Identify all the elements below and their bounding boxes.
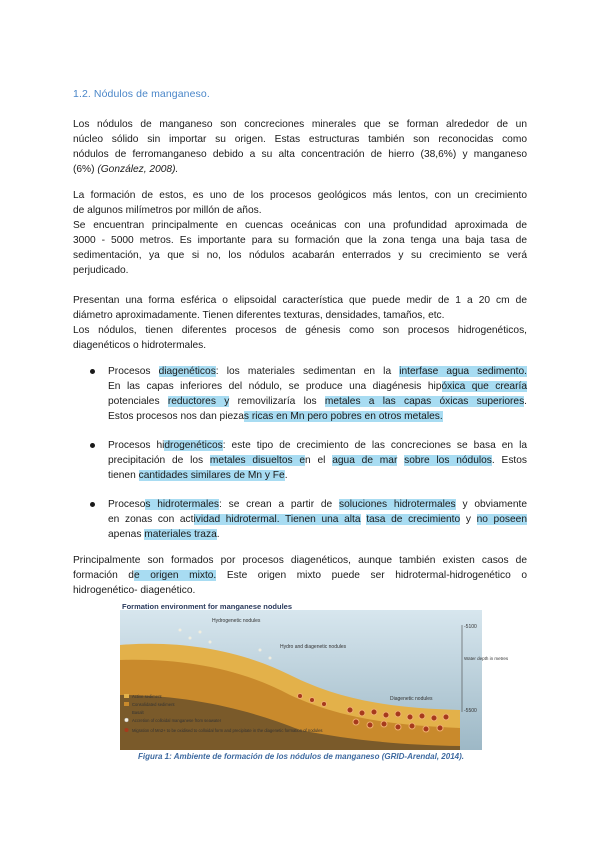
text-line: sedimentación, ya que si no, los nódulos acabarán enterrados y su crecimiento se verá	[73, 250, 527, 261]
bullet-icon	[90, 443, 95, 448]
list-item-hydrothermal	[90, 497, 527, 542]
bullet-icon	[90, 369, 95, 374]
depth-bottom-label: -5500	[464, 708, 477, 714]
legend-item: Migration of Mn2+ to be oxidised to colloidal form and precipitate in the diagenetic formation of nodules	[132, 728, 323, 733]
text-line: Se encuentran principalmente en cuencas oceánicas con una profundidad aproximada de	[73, 220, 527, 231]
text-line: diagenéticos o hidrotermales.	[73, 340, 207, 351]
section-heading: 1.2. Nódulos de manganeso.	[73, 88, 210, 100]
text-line: apenas materiales traza.	[108, 529, 220, 540]
text-line: formación de origen mixto. Este origen mixto puede ser hidrotermal-hidrogenético o	[73, 570, 527, 581]
text-line: 3000 - 5000 metros. Es importante para su formación que la zona tenga una baja tasa de	[73, 235, 527, 246]
text-line: Los nódulos de manganeso son concreciones minerales que se forman alrededor de un	[73, 119, 527, 130]
text-line: nódulos de ferromanganeso debido a su alta concentración de hierro (38,6%) y manganeso	[73, 149, 527, 160]
citation: (González, 2008).	[97, 164, 179, 175]
legend-item: Active sediment	[132, 694, 162, 699]
text-line: perjudicado.	[73, 265, 129, 276]
figure-title: Formation environment for manganese nodules	[122, 602, 293, 611]
list-item-hydrogenetic	[90, 438, 527, 483]
paragraph-origin	[73, 553, 527, 598]
text-line: hidrogenético- diagenético.	[73, 585, 196, 596]
legend-item: Basalt	[132, 710, 144, 715]
legend-swatch-accretion	[125, 718, 129, 722]
legend-item: Consolidated sediment	[132, 702, 175, 707]
paragraph-shape	[73, 293, 527, 353]
legend-swatch-consolidated	[124, 702, 129, 706]
text-line: Los nódulos, tienen diferentes procesos de génesis como son procesos hidrogenéticos,	[73, 325, 527, 336]
text-line	[73, 162, 527, 177]
text-line: diámetro aproximadamente. Tienen diferentes texturas, densidades, tamaños, etc.	[73, 310, 445, 321]
label-hydrogenetic: Hydrogenetic nodules	[212, 618, 261, 624]
legend-swatch-active	[124, 694, 129, 698]
text-line: Procesos diagenéticos: los materiales sedimentan en la interfase agua sedimento.	[108, 366, 528, 377]
text-line: precipitación de los metales disueltos en el agua de mar sobre los nódulos. Estos	[108, 455, 528, 466]
bullet-icon	[90, 502, 95, 507]
text-line: Procesos hidrogenéticos: este tipo de crecimiento de las concreciones se basa en la	[108, 440, 527, 451]
depth-axis-label: Water depth in metres	[464, 656, 509, 661]
paragraph-definition	[73, 117, 527, 177]
figure-caption: Figura 1: Ambiente de formación de los nódulos de manganeso (GRID-Arendal, 2014).	[138, 752, 464, 761]
text-line: Procesos hidrotermales: se crean a partir de soluciones hidrotermales y obviamente	[108, 499, 527, 510]
text-line: núcleo sólido sin importar su origen. Estas estructuras también son reconocidas como	[73, 134, 527, 145]
figure-nodule-formation	[120, 600, 509, 750]
process-list	[90, 364, 527, 556]
text-line: tienen cantidades similares de Mn y Fe.	[108, 470, 288, 481]
depth-top-label: -5100	[464, 624, 477, 630]
text-line: En las capas inferiores del nódulo, se produce una diagénesis hipóxica que crearía	[108, 381, 527, 392]
text-line: potenciales reductores y removilizaría los metales a las capas óxicas superiores.	[108, 396, 528, 407]
list-item-diagenetic	[90, 364, 527, 424]
legend-swatch-migration	[125, 728, 129, 732]
label-diagenetic: Diagenetic nodules	[390, 696, 433, 702]
text-line: La formación de estos, es uno de los procesos geológicos más lentos, con un crecimiento	[73, 190, 527, 201]
legend-item: Accretion of colloidal manganese from seawater	[132, 718, 222, 723]
paragraph-formation	[73, 188, 527, 278]
text-line: Estos procesos nos dan piezas ricas en Mn pero pobres en otros metales.	[108, 411, 443, 422]
text-line: de algunos milímetros por millón de años.	[73, 205, 262, 216]
text-line: Presentan una forma esférica o elipsoidal característica que puede medir de 1 a 20 cm de	[73, 295, 527, 306]
text-span: (6%)	[73, 164, 98, 175]
label-hydro-diagenetic: Hydro and diagenetic nodules	[280, 644, 347, 650]
text-line: en zonas con actividad hidrotermal. Tienen una alta tasa de crecimiento y no poseen	[108, 514, 527, 525]
text-line: Principalmente son formados por procesos diagenéticos, aunque también existen casos de	[73, 555, 527, 566]
legend-swatch-basalt	[124, 710, 129, 714]
formation-diagram	[120, 600, 509, 750]
